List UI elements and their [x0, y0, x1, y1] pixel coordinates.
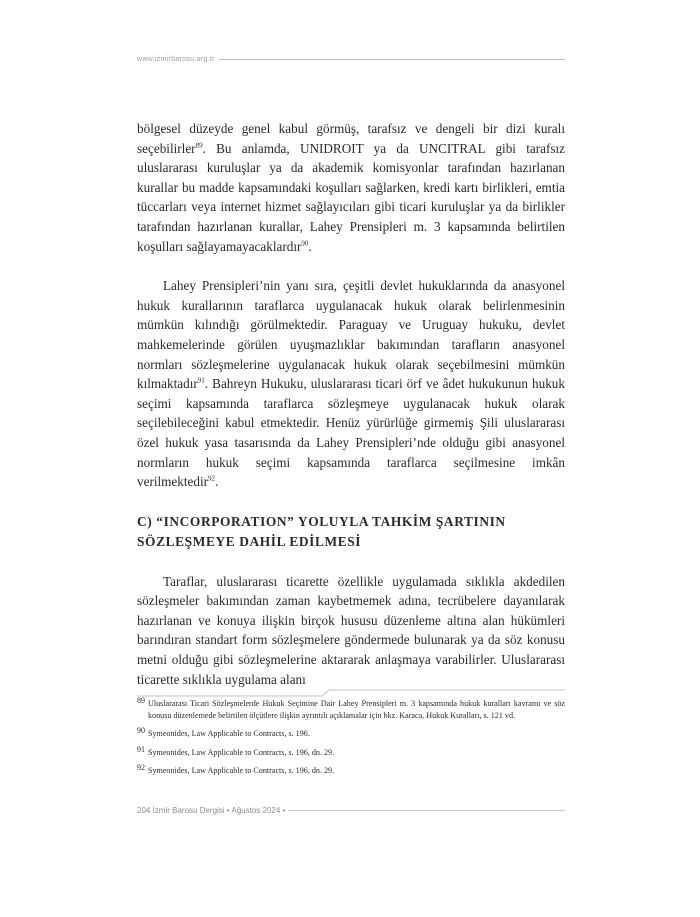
footnote-text: Uluslararası Ticari Sözleşmelerde Hukuk Seçimine Dair Lahey Prensipleri m. 3 kapsamında hukuk kuralları kavramı ve söz konusu düzenlemede belirtilen ölçütlere ilişkin ayrıntılı açıklamalar için bkz. Karaca, Hukuk Kuralları, s. 121 vd. [148, 699, 565, 720]
paragraph-gap [137, 256, 565, 276]
footnote-ref-90[interactable]: 90 [301, 239, 309, 248]
section-heading [137, 512, 565, 552]
footnote-number: 90 [137, 726, 145, 735]
paragraph-gap [137, 492, 565, 512]
footnote-text: Symeonides, Law Applicable to Contracts, s. 196, dn. 29. [148, 766, 335, 775]
paragraph-2: Lahey Prensipleri’nin yanı sıra, çeşitli devlet hukuklarında da anasyonel hukuk kurallarının taraflarca uygulanacak hukuk olarak belirlenmesinin mümkün kılındığı görülmektedir. Paraguay ve Uruguay hukuku, devlet mahkemelerinde görülen uyuşmazlıklar bakımından tarafların anasyonel normları sözleşmelerine uygulanacak hukuk olarak seçebilmesini mümkün kılmaktadır$^{91}$. Bahreyn Hukuku, uluslararası ticari örf ve âdet hukukunun hukuk seçimi kapsamında taraflarca sözleşmeye uygulanacak hukuk olarak seçilebileceğini kabul etmektedir. Henüz yürürlüğe girmemiş Şili uluslararası özel hukuk yasa tasarısında da Lahey Prensipleri’nde olduğu gibi anasyonel normların hukuk seçimi kapsamında taraflarca seçilmesine imkân verilmektedir$^{92}$. [137, 278, 565, 490]
body-text [137, 119, 565, 689]
footnote-ref-89[interactable]: 89 [195, 141, 203, 150]
paragraph-gap [137, 552, 565, 572]
footnote [137, 765, 565, 777]
footnotes [137, 698, 565, 784]
section-heading-line-1: C) “INCORPORATION” YOLUYLA TAHKİM ŞARTININ [137, 513, 506, 529]
footer-rule [288, 810, 565, 811]
footnote [137, 728, 565, 740]
footnote-ref-92[interactable]: 92 [208, 474, 216, 483]
footnote-text: Symeonides, Law Applicable to Contracts, s. 196. [148, 729, 310, 738]
footer-text: 204 İzmir Barosu Dergisi • Ağustos 2024 • [137, 805, 286, 815]
running-footer [137, 804, 565, 816]
footnote-number: 89 [137, 696, 145, 705]
header-rule [219, 59, 565, 60]
footnote-text: Symeonides, Law Applicable to Contracts, s. 196, dn. 29. [148, 747, 335, 757]
footnote-number: 91 [137, 744, 145, 754]
footnote-ref-91[interactable]: 91 [197, 376, 205, 385]
running-header [137, 52, 565, 66]
footnote-number: 92 [137, 763, 145, 772]
section-heading-line-2: SÖZLEŞMEYE DAHİL EDİLMESİ [137, 533, 362, 549]
paragraph-3: Taraflar, uluslararası ticarette özellikle uygulamada sıklıkla akdedilen sözleşmeler bakımından zaman kaybetmemek adına, tecrübelere dayanılarak hazırlanan ve konuya ilişkin birçok hususu düzenleme altına alan hükümleri barındıran standart form sözleşmelere göndermede bulunarak ya da söz konusu metni olduğu gibi sözleşmelerine aktararak anlaşmaya varabilirler. Uluslararası ticarette sıklıkla uygulama alanı [137, 573, 565, 687]
header-url[interactable]: www.izmirbarosu.org.tr [137, 55, 215, 63]
paragraph-1: bölgesel düzeyde genel kabul görmüş, tarafsız ve dengeli bir dizi kuralı seçebilirler$^{89}$. Bu anlamda, UNIDROIT ya da UNCITRAL gibi tarafsız uluslararası kuruluşlar ya da akademik komisyonlar tarafından hazırlanan kurallar bu madde kapsamındaki koşulları sağlarken, kredi kartı birlikleri, emtia tüccarları veya internet hizmet sağlayıcıları gibi ticari kuruluşlar ya da birlikler tarafından hazırlanan kurallar, Lahey Prensipleri m. 3 kapsamında belirtilen koşulları sağlayamayacaklardır$^{90}$. [137, 121, 565, 254]
footnote [137, 744, 565, 759]
footnote [137, 698, 565, 721]
footnote-separator [137, 689, 565, 697]
